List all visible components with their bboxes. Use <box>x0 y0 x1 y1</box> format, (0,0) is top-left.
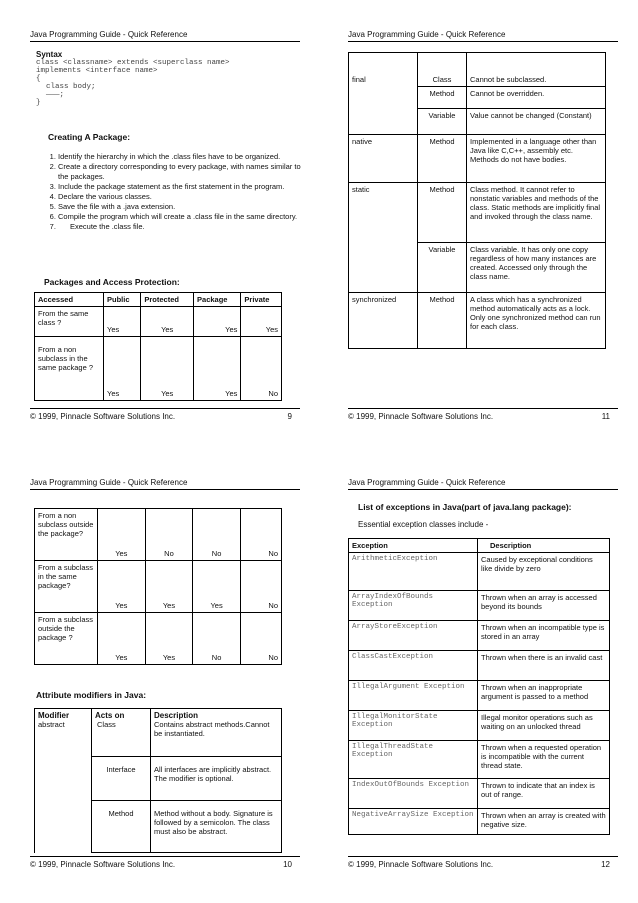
column-header: Description <box>154 711 199 720</box>
table-cell: Variable <box>418 109 467 135</box>
page-9 <box>30 30 300 425</box>
column-header: Description <box>478 539 610 553</box>
table-row <box>349 53 606 87</box>
table-cell: Yes <box>193 561 241 613</box>
page-footer <box>30 856 300 869</box>
acts-on-value: Class <box>97 720 116 729</box>
exception-description: Illegal monitor operations such as waiting on an unlocked thread <box>478 711 610 741</box>
table-row <box>35 709 282 757</box>
table-row <box>35 561 282 613</box>
table-cell <box>92 709 151 757</box>
column-header: Private <box>241 293 282 307</box>
table-cell <box>35 709 92 853</box>
table-row <box>349 711 610 741</box>
exception-name: ArrayStoreException <box>349 621 478 651</box>
table-cell: No <box>145 509 193 561</box>
table-cell: From a non subclass in the same package ? <box>35 337 104 401</box>
page-number: 11 <box>601 412 610 421</box>
table-cell: No <box>193 613 241 665</box>
table-row <box>35 509 282 561</box>
exception-description: Thrown when a requested operation is incompatible with the current thread state. <box>478 741 610 779</box>
table-cell: Yes <box>145 613 193 665</box>
syntax-line: { <box>36 75 41 83</box>
exception-name: IllegalMonitorState Exception <box>349 711 478 741</box>
table-cell: Yes <box>141 337 194 401</box>
syntax-line: ———; <box>46 91 65 99</box>
step-item: 3. Include the package statement as the first statement in the program. <box>58 182 308 192</box>
step-item: 1. Identify the hierarchy in which the .class files have to be organized. <box>58 152 308 162</box>
exception-description: Thrown to indicate that an index is out of range. <box>478 779 610 809</box>
syntax-line: class body; <box>46 83 96 91</box>
table-row <box>349 135 606 183</box>
table-cell: From a non subclass outside the package? <box>35 509 98 561</box>
footer-copyright: © 1999, Pinnacle Software Solutions Inc. <box>30 860 176 869</box>
syntax-line: implements <interface name> <box>36 67 158 75</box>
table-row <box>349 681 610 711</box>
table-row <box>35 613 282 665</box>
footer-copyright: © 1999, Pinnacle Software Solutions Inc. <box>348 412 494 421</box>
page-footer <box>348 408 618 421</box>
step-item: 7. Execute the .class file. <box>58 222 308 232</box>
table-cell: native <box>349 135 418 183</box>
table-cell: synchronized <box>349 293 418 349</box>
table-cell: No <box>193 509 241 561</box>
modifier-table <box>34 708 282 853</box>
table-cell: Method <box>418 183 467 243</box>
exception-description: Thrown when an array is accessed beyond its bounds <box>478 591 610 621</box>
table-row <box>349 651 610 681</box>
table-cell: Yes <box>194 307 241 337</box>
page-header: Java Programming Guide - Quick Reference <box>348 478 618 490</box>
table-cell: From a subclass in the same package? <box>35 561 98 613</box>
syntax-line: class <classname> extends <superclass name> <box>36 59 230 67</box>
exception-name: ClassCastException <box>349 651 478 681</box>
table-cell: Method <box>92 801 151 853</box>
table-cell: Yes <box>98 509 146 561</box>
exception-description: Thrown when there is an invalid cast <box>478 651 610 681</box>
table-cell: Class <box>418 53 467 87</box>
table-cell: Method without a body. Signature is followed by a semicolon. The class must also be abstract. <box>151 801 282 853</box>
table-row <box>349 591 610 621</box>
exception-name: NegativeArraySize Exception <box>349 809 478 835</box>
column-header: Accessed <box>35 293 104 307</box>
syntax-label: Syntax <box>36 50 63 59</box>
syntax-block <box>36 50 296 107</box>
access-table <box>34 292 282 401</box>
table-cell: Yes <box>141 307 194 337</box>
table-row <box>349 293 606 349</box>
exceptions-table <box>348 538 610 835</box>
page-header: Java Programming Guide - Quick Reference <box>30 30 300 42</box>
table-cell: final <box>349 53 418 135</box>
table-header-row <box>349 539 610 553</box>
modifier-name: abstract <box>38 720 65 729</box>
table-cell: No <box>240 613 281 665</box>
table-cell: No <box>240 561 281 613</box>
footer-copyright: © 1999, Pinnacle Software Solutions Inc. <box>348 860 494 869</box>
page-number: 10 <box>283 860 292 869</box>
table-row <box>35 307 282 337</box>
table-cell: From the same class ? <box>35 307 104 337</box>
page-header: Java Programming Guide - Quick Reference <box>348 30 618 42</box>
exception-name: ArrayIndexOfBounds Exception <box>349 591 478 621</box>
column-header: Package <box>194 293 241 307</box>
page-footer <box>30 408 300 421</box>
table-cell: Implemented in a language other than Java like C,C++, assembly etc. Methods do not have bodies. <box>467 135 606 183</box>
step-item: 5. Save the file with a .java extension. <box>58 202 308 212</box>
page-number: 12 <box>601 860 610 869</box>
exception-name: IndexOutOfBounds Exception <box>349 779 478 809</box>
exception-description: Caused by exceptional conditions like divide by zero <box>478 553 610 591</box>
table-cell: Yes <box>104 337 141 401</box>
exceptions-title: List of exceptions in Java(part of java.lang package): <box>358 502 572 512</box>
table-cell: Yes <box>104 307 141 337</box>
table-cell: A class which has a synchronized method automatically acts as a lock. Only one synchronized method can run for each class. <box>467 293 606 349</box>
page-10 <box>30 478 300 873</box>
table-cell: Yes <box>241 307 282 337</box>
exception-description: Thrown when an inappropriate argument is passed to a method <box>478 681 610 711</box>
table-cell: Yes <box>98 561 146 613</box>
step-item: 2. Create a directory corresponding to every package, with names similar to the packages. <box>58 162 308 182</box>
page-number: 9 <box>287 412 292 421</box>
table-cell: Class method. It cannot refer to nonstatic variables and methods of the class. Static methods are implicitly final and invoked through the class name. <box>467 183 606 243</box>
table-cell: Variable <box>418 243 467 293</box>
table-cell: From a subclass outside the package ? <box>35 613 98 665</box>
table-row <box>349 809 610 835</box>
description-value: Contains abstract methods.Cannot be instantiated. <box>154 720 270 738</box>
page-11 <box>348 30 618 425</box>
access-table-continued <box>34 508 282 665</box>
table-cell: Yes <box>145 561 193 613</box>
page-header: Java Programming Guide - Quick Reference <box>30 478 300 490</box>
access-protection-title: Packages and Access Protection: <box>44 277 180 287</box>
creating-package-title: Creating A Package: <box>48 132 131 142</box>
table-cell: Cannot be subclassed. <box>467 53 606 87</box>
table-row <box>349 183 606 243</box>
table-cell: Interface <box>92 757 151 801</box>
table-row <box>35 337 282 401</box>
exception-description: Thrown when an incompatible type is stored in an array <box>478 621 610 651</box>
step-item: 6. Compile the program which will create a .class file in the same directory. <box>58 212 308 222</box>
syntax-line: } <box>36 99 41 107</box>
column-header: Acts on <box>95 711 125 720</box>
table-cell: Yes <box>98 613 146 665</box>
table-cell: Class variable. It has only one copy regardless of how many instances are created. Accessed only through the class name. <box>467 243 606 293</box>
table-row <box>349 741 610 779</box>
table-cell: Method <box>418 87 467 109</box>
table-cell: All interfaces are implicitly abstract. The modifier is optional. <box>151 757 282 801</box>
attribute-modifiers-title: Attribute modifiers in Java: <box>36 690 147 700</box>
table-cell: Yes <box>194 337 241 401</box>
exception-name: IllegalArgument Exception <box>349 681 478 711</box>
exception-name: ArithmeticException <box>349 553 478 591</box>
step-item: 4. Declare the various classes. <box>58 192 308 202</box>
table-cell: static <box>349 183 418 293</box>
table-cell: Method <box>418 293 467 349</box>
modifier-table-continued <box>348 52 606 349</box>
exception-name: IllegalThreadState Exception <box>349 741 478 779</box>
column-header: Protected <box>141 293 194 307</box>
table-cell: Cannot be overridden. <box>467 87 606 109</box>
table-row <box>349 779 610 809</box>
column-header: Public <box>104 293 141 307</box>
table-cell: Value cannot be changed (Constant) <box>467 109 606 135</box>
package-steps <box>36 152 308 232</box>
table-row <box>349 553 610 591</box>
page-12 <box>348 478 618 873</box>
column-header: Modifier <box>38 711 70 720</box>
page-footer <box>348 856 618 869</box>
column-header: Exception <box>349 539 478 553</box>
table-cell <box>151 709 282 757</box>
footer-copyright: © 1999, Pinnacle Software Solutions Inc. <box>30 412 176 421</box>
table-cell: Method <box>418 135 467 183</box>
table-cell: No <box>240 509 281 561</box>
exceptions-subtitle: Essential exception classes include - <box>358 520 489 529</box>
table-row <box>349 621 610 651</box>
table-header-row <box>35 293 282 307</box>
exception-description: Thrown when an array is created with negative size. <box>478 809 610 835</box>
table-cell: No <box>241 337 282 401</box>
